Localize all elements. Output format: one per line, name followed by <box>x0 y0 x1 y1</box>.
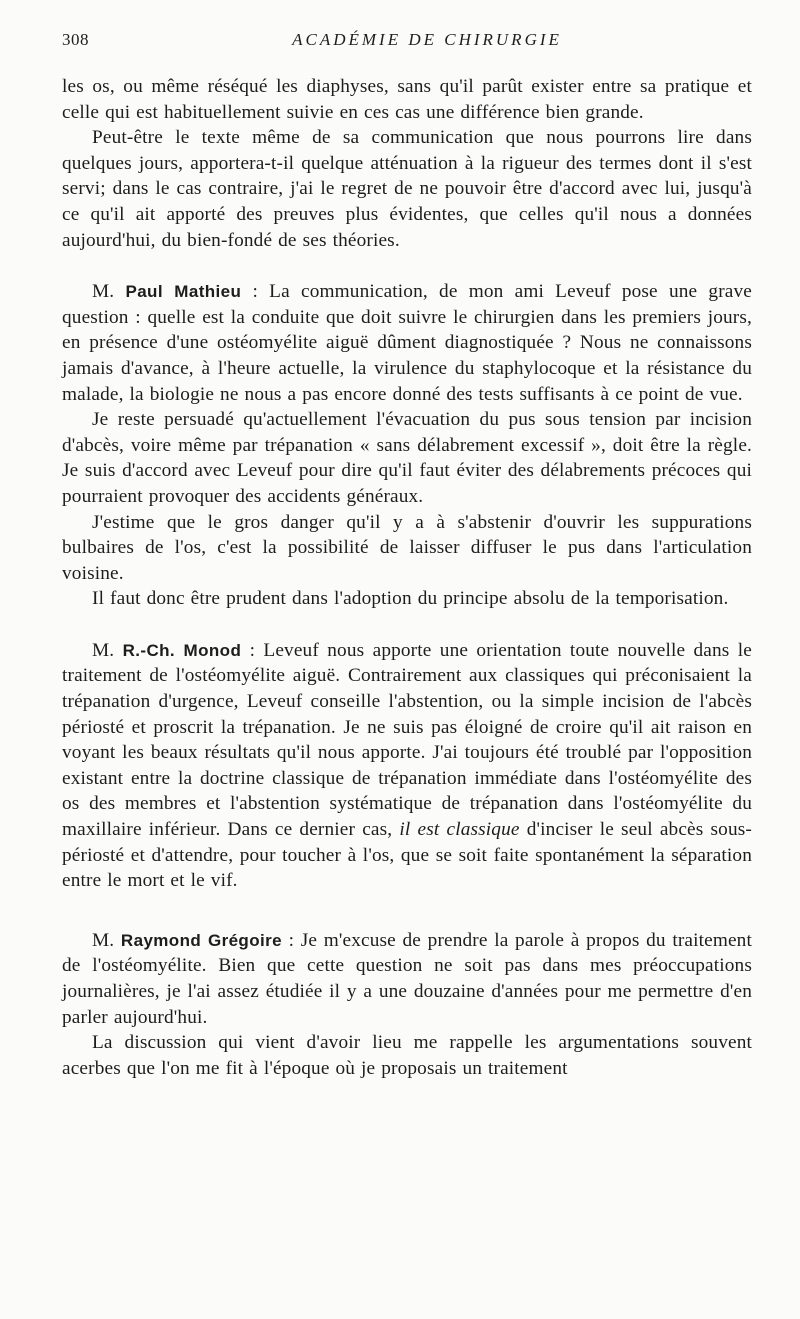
speaker-name-monod: R.-Ch. Monod <box>122 640 242 660</box>
speaker-prefix: M. <box>92 929 121 951</box>
italic-phrase: il est classique <box>399 819 520 841</box>
article-body <box>62 74 752 1081</box>
paragraph-evacuation: Je reste persuadé qu'actuellement l'évacuation du pus sous tension par incision d'abcès, voire même par trépanation « sans délabrement excessif », doit être la règle. Je suis d'accord avec Leveuf pour dire qu'il faut éviter des délabrements précoces qui pourraient provoquer des accidents généraux. <box>62 409 752 507</box>
paragraph-prudence: Il faut donc être prudent dans l'adoption du principe absolu de la temporisation. <box>92 588 729 610</box>
speaker-text: : Leveuf nous apporte une orientation toute nouvelle dans le traitement de l'ostéomyélite aiguë. Contrairement aux classiques qui préconisaient la trépanation d'urgence, Leveuf conseille l'abstention, ou la simple incision de l'abcès périosté et proscrit la trépanation. Je ne suis pas éloigné de croire qu'il ait raison en voyant les beaux résultats qu'il nous apporte. J'ai toujours été troublé par l'opposition existant entre la doctrine classique de trépanation immédiate dans l'ostéomyélite des os des membres et l'abstention systématique de trépanation dans l'ostéomyélite du maxillaire inférieur. Dans ce dernier cas, <box>62 639 752 841</box>
page-number: 308 <box>62 30 89 49</box>
paragraph-leveuf-critique: Peut-être le texte même de sa communication que nous pourrons lire dans quelques jours, apportera-t-il quelque atténuation à la rigueur des termes dont il s'est servi; dans le cas contraire, j'ai le regret de ne pouvoir être d'accord avec lui, jusqu'à ce qu'il ait apporté des preuves plus évidentes, que celles qu'il nous a données aujourd'hui, du bien-fondé de ses théories. <box>62 127 752 251</box>
speaker-prefix: M. <box>92 281 126 303</box>
paragraph-mathieu <box>62 279 752 407</box>
speaker-prefix: M. <box>92 639 123 661</box>
paragraph-danger: J'estime que le gros danger qu'il y a à s'abstenir d'ouvrir les suppurations bulbaires de l'os, c'est la possibilité de laisser diffuser le pus dans l'articulation voisine. <box>62 511 752 584</box>
speaker-text-cont: d'inciser le seul abcès sous-périosté et d'attendre, pour toucher à l'os, que se soit faite spontanément la séparation entre le mort et le vif. <box>62 819 752 892</box>
paragraph-monod <box>62 638 752 894</box>
speaker-text: : Je m'excuse de prendre la parole à propos du traitement de l'ostéomyélite. Bien que cette question ne soit pas dans mes préoccupations journalières, je l'ai assez étudiée il y a une douzaine d'années pour me permettre d'en parler aujourd'hui. <box>62 929 752 1028</box>
paragraph-gregoire <box>62 928 752 1030</box>
speaker-name-mathieu: Paul Mathieu <box>125 282 242 302</box>
page-header <box>62 30 752 56</box>
running-title: ACADÉMIE DE CHIRURGIE <box>292 30 562 49</box>
paragraph-discussion: La discussion qui vient d'avoir lieu me rappelle les argumentations souvent acerbes que l'on me fit à l'époque où je proposais un traitement <box>62 1032 752 1079</box>
paragraph-continuation: les os, ou même réséqué les diaphyses, sans qu'il parût exister entre sa pratique et celle qui est habituellement suivie en ces cas une différence bien grande. <box>62 76 752 123</box>
speaker-name-gregoire: Raymond Grégoire <box>120 930 282 950</box>
speaker-text: : La communication, de mon ami Leveuf pose une grave question : quelle est la conduite que doit suivre le chirurgien dans les premiers jours, en présence d'une ostéomyélite aiguë dûment diagnostiquée ? Nous ne connaissons jamais d'avance, à l'heure actuelle, la virulence du staphylocoque et la résistance du malade, la biologie ne nous a pas encore donné des tests suffisants à ce point de vue. <box>62 281 752 405</box>
